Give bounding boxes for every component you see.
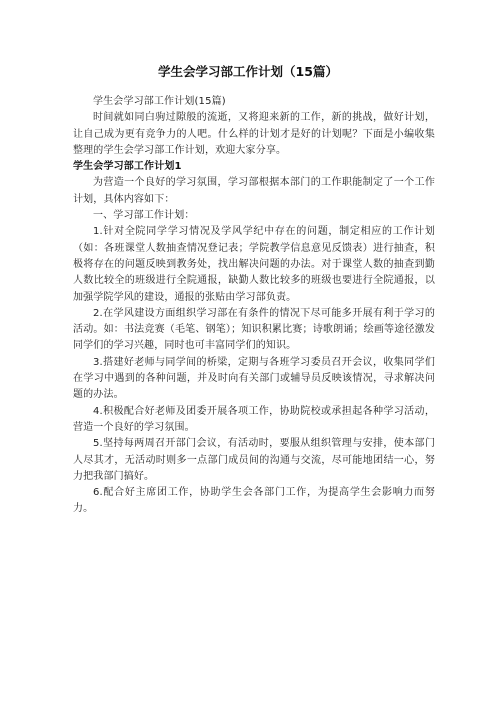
body-paragraph: 为营造一个良好的学习氛围，学习部根据本部门的工作职能制定了一个工作计划，具体内容如下： xyxy=(73,177,435,205)
section-heading: 学生会学习部工作计划1 xyxy=(73,161,182,173)
subtitle-paragraph: 学生会学习部工作计划(15篇) xyxy=(93,96,226,107)
plan-item-5: 5.坚持每两周召开部门会议，有活动时，要服从组织管理与安排，使本部门人尽其才，无活动时则多一点部门成员间的沟通与交流，尽可能地团结一心，努力把我部门搞好。 xyxy=(73,438,435,482)
plan-item-4: 4.积极配合好老师及团委开展各项工作，协助院校或承担起各种学习活动，营造一个良好的学习氛围。 xyxy=(73,405,435,433)
plan-item-3: 3.搭建好老师与同学间的桥梁，定期与各班学习委员召开会议，收集同学们在学习中遇到的各种问题，并及时向有关部门或辅导员反映该情况，寻求解决问题的办法。 xyxy=(73,356,435,401)
plan-item-6: 6.配合好主席团工作，协助学生会各部门工作，为提高学生会影响力而努力。 xyxy=(73,487,435,515)
intro-paragraph: 时间就如同白驹过隙般的流逝，又将迎来新的工作，新的挑战，做好计划，让自己成为更有竞争力的人吧。什么样的计划才是好的计划呢？下面是小编收集整理的学生会学习部工作计划，欢迎大家分享。 xyxy=(73,112,435,156)
plan-item-1: 1.针对全院同学学习情况及学风学纪中存在的问题，制定相应的工作计划（如：各班课堂人数抽查情况登记表；学院教学信息意见反馈表）进行抽查，积极将存在的问题反映到教务处，找出解决问题的办法。对于课堂人数的抽查到勤人数比较全的班级进行全院通报，缺勤人数比较多的班级也要进行全院通报，以加强学院学风的建设，通报的张贴由学习部负责。 xyxy=(73,226,435,303)
subsection-heading: 一、学习部工作计划： xyxy=(93,210,195,222)
document-body xyxy=(73,94,435,518)
document-title: 学生会学习部工作计划（15篇） xyxy=(158,64,338,79)
plan-item-2: 2.在学风建设方面组织学习部在有条件的情况下尽可能多开展有利于学习的活动。如：书法竞赛（毛笔、钢笔）；知识积累比赛；诗歌朗诵；绘画等途径激发同学们的学习兴趣，同时也可丰富同学们的知识。 xyxy=(73,307,435,352)
